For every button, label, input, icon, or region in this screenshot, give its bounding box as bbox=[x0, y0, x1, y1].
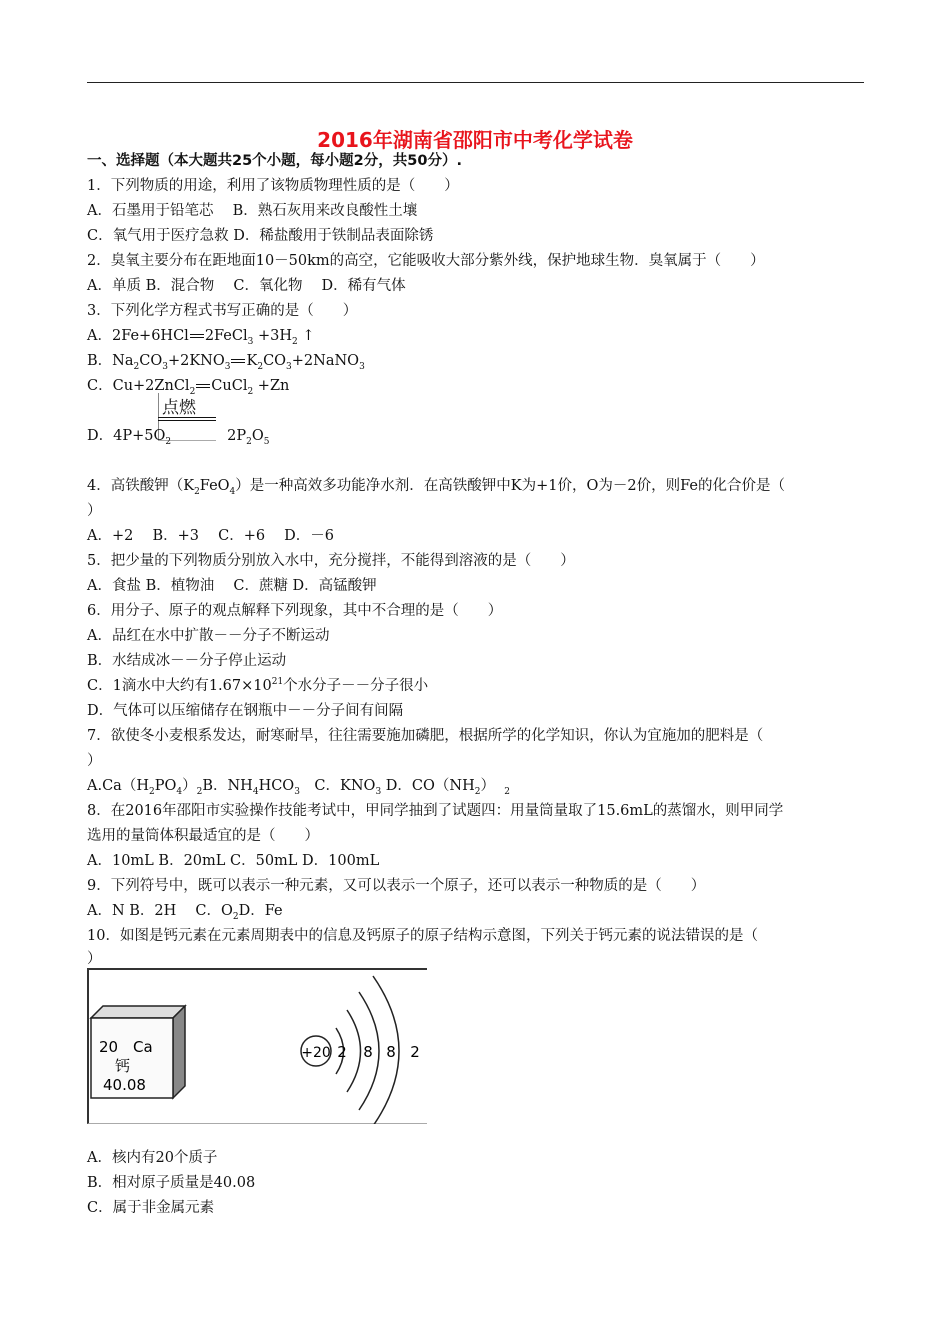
atomic-number: 20 bbox=[99, 1038, 119, 1056]
shell-electrons-4: 2 bbox=[410, 1043, 420, 1061]
question-3-stem: 3．下列化学方程式书写正确的是（ ） bbox=[87, 303, 358, 319]
question-8-options: A．10mL B．20mL C．50mL D．100mL bbox=[87, 853, 380, 869]
question-1-stem: 1．下列物质的用途，利用了该物质物理性质的是（ ） bbox=[87, 178, 459, 194]
question-10-stem: 10．如图是钙元素在元素周期表中的信息及钙原子的原子结构示意图，下列关于钙元素的说法错误的是（ bbox=[87, 928, 758, 944]
question-10-option-b: B．相对原子质量是40.08 bbox=[87, 1175, 256, 1191]
question-5-options: A．食盐 B．植物油 C．蔗糖 D．高锰酸钾 bbox=[87, 578, 377, 594]
atomic-mass: 40.08 bbox=[103, 1076, 146, 1094]
question-2-stem: 2．臭氧主要分布在距地面10－50km的高空，它能吸收大部分紫外线，保护地球生物．臭氧属于（ ） bbox=[87, 253, 765, 269]
question-1-options-ab: A．石墨用于铅笔芯 B．熟石灰用来改良酸性土壤 bbox=[87, 203, 418, 219]
question-7-stem-end: ） bbox=[87, 753, 102, 769]
question-9-stem: 9．下列符号中，既可以表示一种元素，又可以表示一个原子，还可以表示一种物质的是（ ） bbox=[87, 878, 706, 894]
question-6-option-d: D．气体可以压缩储存在钢瓶中－－分子间有间隔 bbox=[87, 703, 404, 719]
question-5-stem: 5．把少量的下列物质分别放入水中，充分搅拌，不能得到溶液的是（ ） bbox=[87, 553, 575, 569]
header-rule bbox=[87, 82, 864, 83]
question-3-option-d: D．$4P+5O_2$ $2P_2O_5$ bbox=[87, 428, 270, 447]
equals-sign bbox=[196, 384, 210, 388]
question-2-options: A．单质 B．混合物 C．氧化物 D．稀有气体 bbox=[87, 278, 406, 294]
atom-structure-diagram bbox=[301, 976, 420, 1124]
question-6-option-b: B．水结成冰－－分子停止运动 bbox=[87, 653, 287, 669]
question-6-option-c: C．1滴水中大约有$1.67\times 10^{21}$个水分子－－分子很小 bbox=[87, 677, 429, 694]
calcium-figure bbox=[87, 968, 427, 1124]
question-4-stem-end: ） bbox=[87, 503, 102, 519]
question-8-stem-line1: 8．在2016年邵阳市实验操作技能考试中，甲同学抽到了试题四：用量筒量取了15.6mL的蒸馏水，则甲同学 bbox=[87, 803, 784, 819]
shell-electrons-3: 8 bbox=[386, 1043, 396, 1061]
question-3-option-c: C．Cu+2ZnCl$_2$ CuCl$_2$ +Zn bbox=[87, 378, 290, 397]
question-8-stem-line2: 选用的量筒体积最适宜的是（ ） bbox=[87, 828, 319, 844]
question-9-options: A．N B．2H C．$O_2D$．Fe bbox=[87, 903, 283, 922]
equals-sign bbox=[231, 359, 245, 363]
shell-electrons-1: 2 bbox=[337, 1043, 347, 1061]
element-symbol: Ca bbox=[133, 1038, 153, 1056]
element-cell bbox=[91, 1006, 185, 1098]
question-10-stem-end: ） bbox=[87, 951, 102, 967]
shell-electrons-2: 8 bbox=[363, 1043, 373, 1061]
question-3-option-a: A．2Fe+6HCl 2FeCl$_3$ $+3H_2$ ↑ bbox=[87, 328, 315, 347]
section-heading: 一、选择题（本大题共25个小题，每小题2分，共50分）. bbox=[87, 153, 462, 169]
question-4-stem: 4．高铁酸钾$(K_2FeO_4)$是一种高效多功能净水剂．在高铁酸钾中K为+1价，O为－2价，则Fe的化合价是（ bbox=[87, 478, 785, 497]
question-7-stem: 7．欲使冬小麦根系发达，耐寒耐旱，往往需要施加磷肥，根据所学的化学知识，你认为宜施加的肥料是（ bbox=[87, 728, 764, 744]
question-6-option-a: A．品红在水中扩散－－分子不断运动 bbox=[87, 628, 330, 644]
question-3-option-b: B．$Na_2CO_3+2KNO_3$ $K_2CO_3+2NaNO_3$ bbox=[87, 353, 365, 372]
page-title: 2016年湖南省邵阳市中考化学试卷 bbox=[317, 128, 633, 152]
question-6-stem: 6．用分子、原子的观点解释下列现象，其中不合理的是（ ） bbox=[87, 603, 503, 619]
calcium-figure-svg bbox=[89, 970, 427, 1124]
question-7-options: $A.Ca(H_2PO_4)_2B$．$NH_4HCO_3$ C．$KNO_3$ D．$CO(NH_2)$ $_2$ bbox=[87, 778, 510, 797]
element-name: 钙 bbox=[115, 1057, 131, 1075]
ignite-condition-label: 点燃 bbox=[162, 398, 196, 418]
question-4-options: A．+2 B．+3 C．+6 D．－6 bbox=[87, 528, 335, 544]
equals-sign bbox=[190, 334, 204, 338]
question-10-option-c: C．属于非金属元素 bbox=[87, 1200, 215, 1216]
electron-shell-2 bbox=[347, 1010, 361, 1092]
nucleus-charge: +20 bbox=[301, 1045, 331, 1061]
question-1-options-cd: C．氧气用于医疗急救 D．稀盐酸用于铁制品表面除锈 bbox=[87, 228, 434, 244]
question-10-option-a: A．核内有20个质子 bbox=[87, 1150, 218, 1166]
